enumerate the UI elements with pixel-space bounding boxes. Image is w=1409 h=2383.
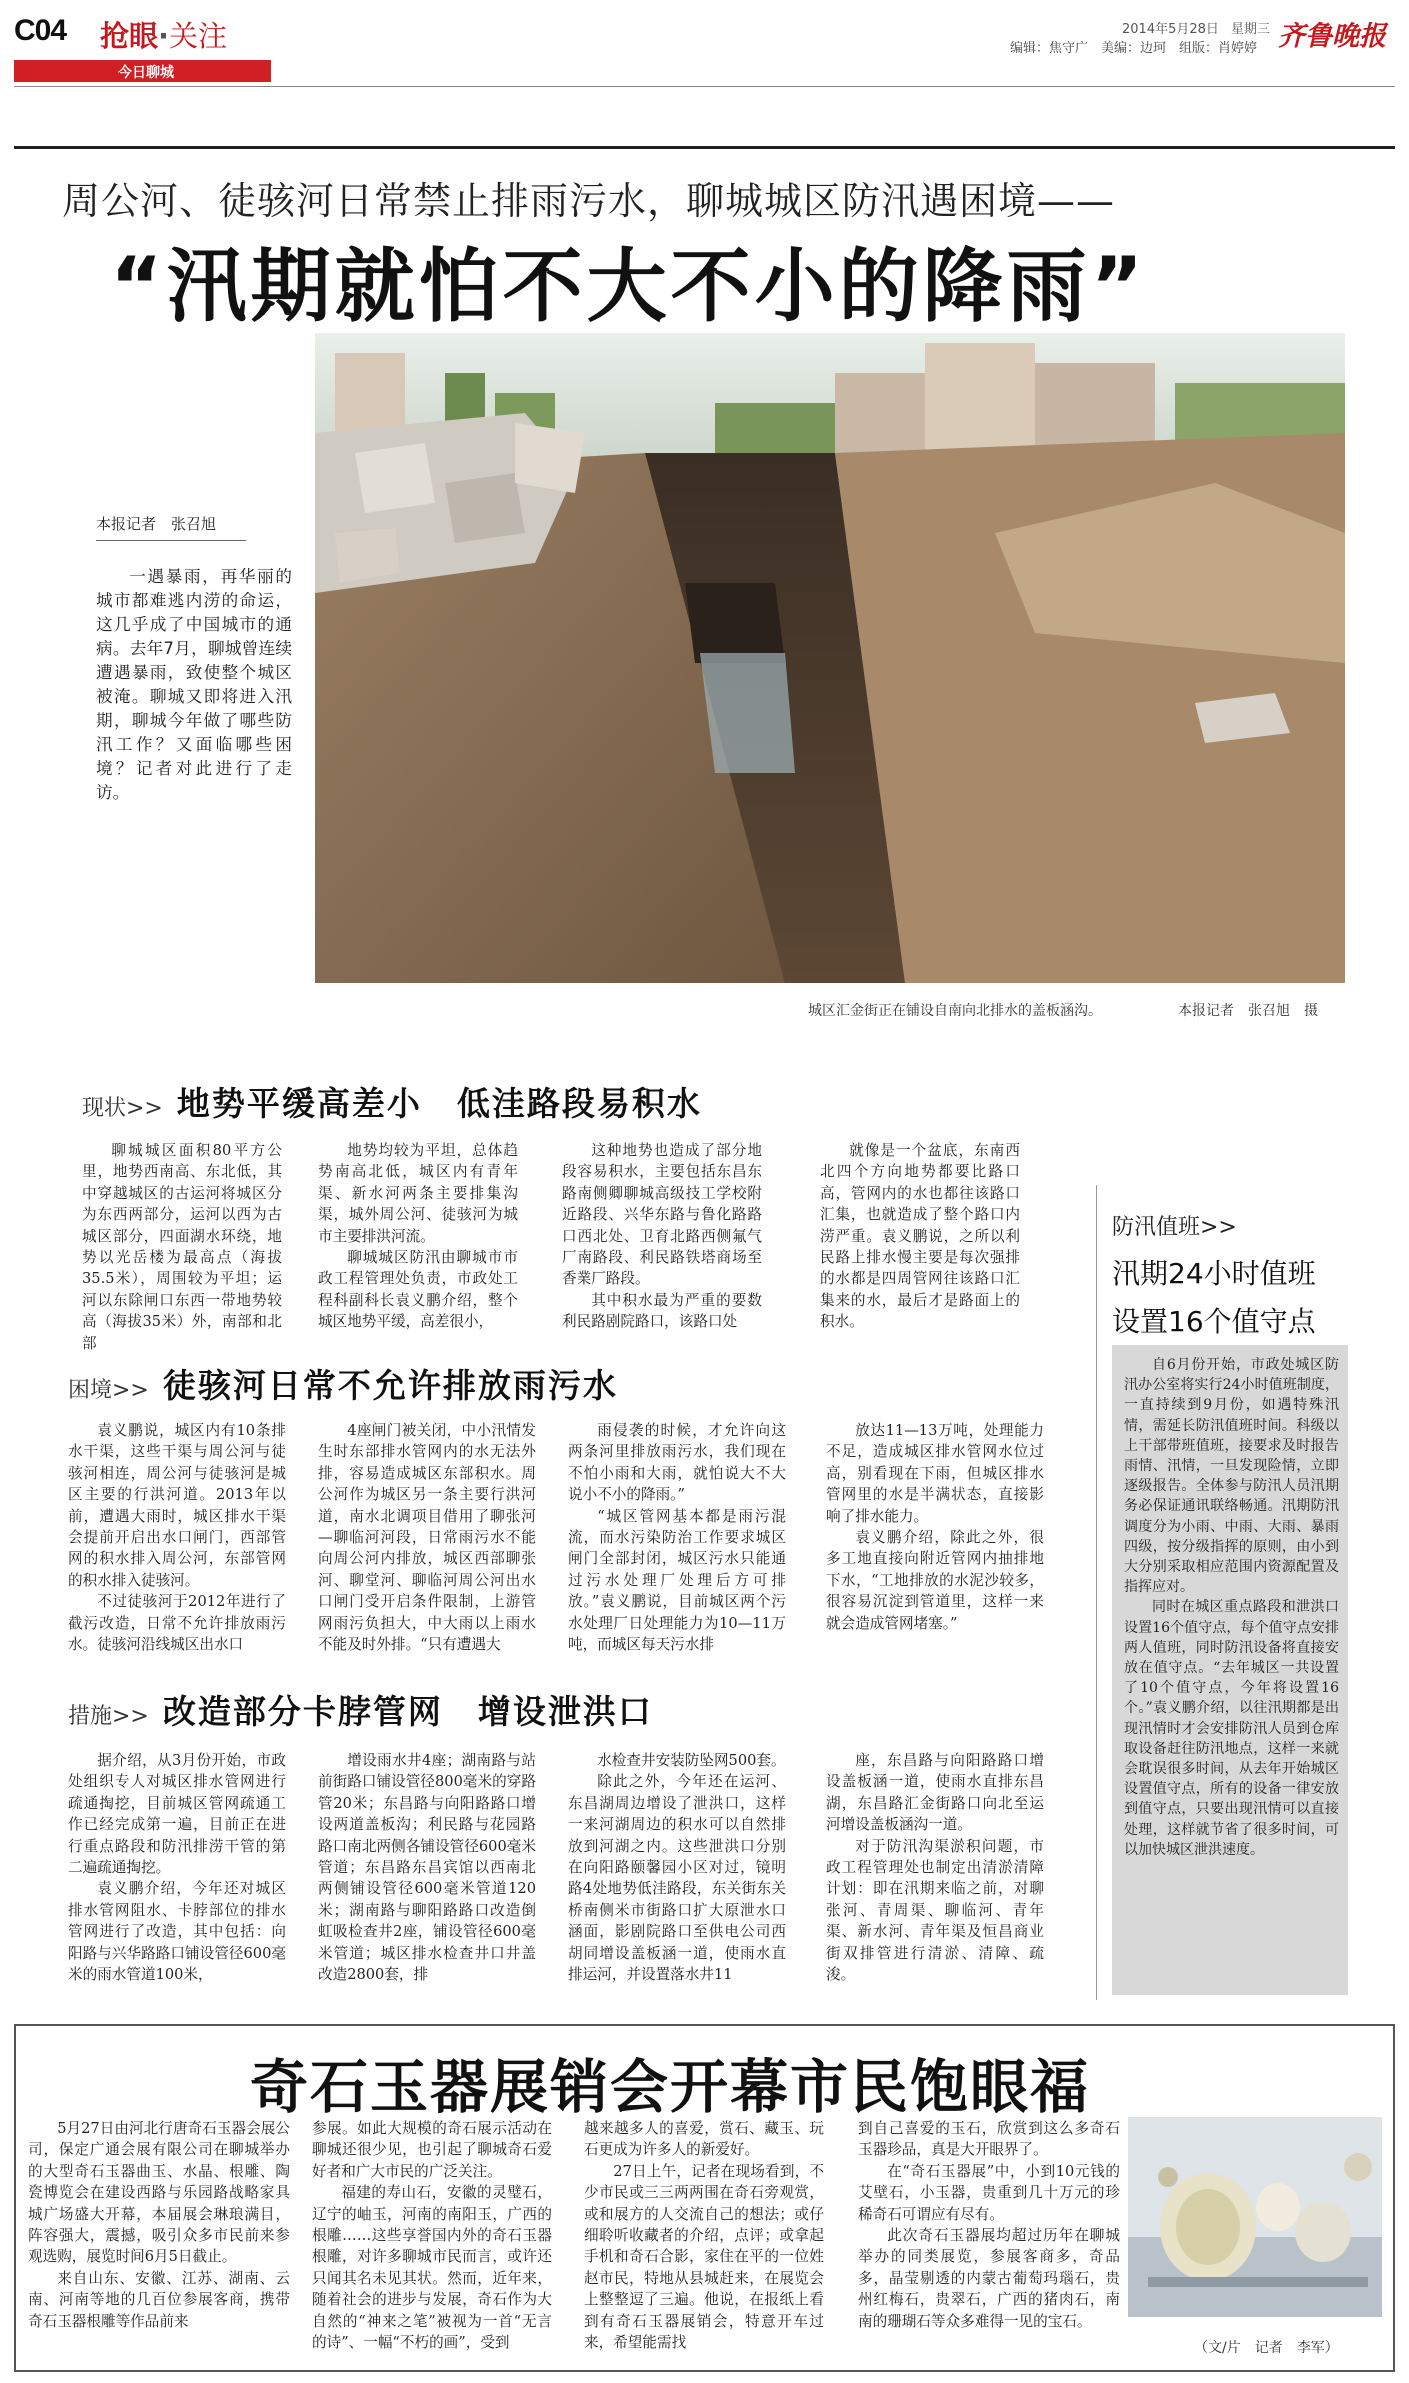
sidebar-title-1: 汛期24小时值班 [1112,1257,1316,1290]
intro-text: 一遇暴雨，再华丽的城市都难逃内涝的命运，这几乎成了中国城市的通病。去年7月，聊城曾连续遭遇暴雨，致使整个城区被淹。聊城又即将进入汛期，聊城今年做了哪些防汛工作？又面临哪些困境？记者对此进行了走访。 [96,567,292,802]
photo-credit: 本报记者 张召旭 摄 [1178,1003,1318,1019]
page-code: C04 [14,14,67,47]
s2-col2: 4座闸门被关闭，中小汛情发生时东部排水管网内的水无法外排，容易造成城区东部积水。周公河作为城区另一条主要行洪河道，南水北调项目借用了聊张河—聊临河河段，日常雨污水不能向周公河内排放，城区西部聊张河、聊堂河、聊临河周公河出水口闸门受开启条件限制，上游管网雨污负担大，中大雨以上雨水不能及时外排。“只有遭遇大 [318,1422,536,1654]
s2-col3: 雨侵袭的时候，才允许向这两条河里排放雨污水，我们现在不怕小雨和大雨，就怕说大不大说小不小的降雨。” “城区管网基本都是雨污混流，而水污染防治工作要求城区闸门全部封闭，城区污水只能通过污水处理厂处理后方可排放。”袁义鹏说，目前城区两个污水处理厂日处理能力为10—11万吨，而城区每天污水排 [568,1422,786,1654]
s3-col3: 水检查井安装防坠网500套。 除此之外，今年还在运河、东昌湖周边增设了泄洪口，这样一来河湖周边的积水可以自然排放到河湖之内。这些泄洪口分别在向阳路颐馨园小区对过，镜明路4处地势低洼路段，东关街东关桥南侧米市街路口扩大原泄水口涵面，影剧院路口至供电公司西胡同增设盖板涵一道，使雨水直排运河，并设置落水井11 [568,1752,786,1984]
section2-head [68,1360,618,1407]
kicker: 周公河、徒骇河日常禁止排雨污水，聊城城区防汛遇困境—— [62,179,1116,223]
stone-col2: 参展。如此大规模的奇石展示活动在聊城还很少见，也引起了聊城奇石爱好者和广大市民的广泛关注。 福建的寿山石，安徽的灵璧石，辽宁的岫玉，河南的南阳玉，广西的根雕……这些享誉国内外的奇石玉器根雕，对许多聊城市民而言，或许还只闻其名未见其状。然而，近年来，随着社会的进步与发展，奇石作为大自然的“神来之笔”被视为一首“无言的诗”、一幅“不朽的画”，受到 [312,2120,552,2352]
header-subtitle: 今日聊城 [118,65,174,81]
stone-photo-svg [1128,2117,1382,2317]
headline: “汛期就怕不大不小的降雨” [110,240,1148,333]
header-date-line [1122,18,1270,37]
sidebar-tag: 防汛值班>> [1112,1215,1237,1240]
section3-head [68,1686,653,1733]
header-rule [14,86,1395,87]
header-date: 2014年5月28日 [1122,22,1219,37]
stone-headline: 奇石玉器展销会开幕市民饱眼福 [250,2053,1091,2121]
section1-head [82,1078,702,1125]
s2-col1: 袁义鹏说，城区内有10条排水干渠，这些干渠与周公河与徒骇河相连，周公河与徒骇河是城区主要的行洪河道。2013年以前，遭遇大雨时，城区排水干渠会提前开启出水口闸门，西部管网的积水排入周公河，东部管网的积水排入徒骇河。 不过徒骇河于2012年进行了截污改造，日常不允许排放雨污水。徒骇河沿线城区出水口 [68,1422,286,1654]
section-sub: 关注 [169,19,228,53]
stone-col1: 5月27日由河北行唐奇石玉器会展公司，保定广通会展有限公司在聊城举办的大型奇石玉器曲玉、水晶、根雕、陶瓷博览会在建设西路与乐园路战略家具城广场盛大开幕，本届展会琳琅满目，阵容强大，震撼，吸引众多市民前来参观选购，展览时间6月5日截止。 来自山东、安徽、江苏、湖南、云南、河南等地的几百位参展客商，携带奇石玉器根雕等作品前来 [28,2120,290,2330]
byline-rule [96,540,246,541]
section3-title: 改造部分卡脖管网 增设泄洪口 [162,1692,653,1731]
section2-title: 徒骇河日常不允许排放雨污水 [162,1366,618,1405]
s1-col1: 聊城城区面积80平方公里，地势西南高、东北低，其中穿越城区的古运河将城区分为东西两部分，运河以西为古城区部分，四面湖水环绕，地势以光岳楼为最高点（海拔35.5米），周围较为平坦；运河以东除闸口东西一带地势较高（海拔35米）外，南部和北部 [82,1142,282,1352]
s1-col3: 这种地势也造成了部分地段容易积水，主要包括东昌东路南侧卿聊城高级技工学校附近路段、兴华东路与鲁化路路口西北处、卫育北路西侧氟气厂南路段、利民路铁塔商场至香業厂路段。 其中积水最为严重的要数利民路剧院路口，该路口处 [562,1142,762,1331]
stone-photo [1128,2117,1382,2317]
stone-credit: （文/片 记者 李军） [1194,2340,1339,2356]
s1-col4: 就像是一个盆底，东南西北四个方向地势都要比路口高，管网内的水也都往该路口汇集，也就造成了整个路口内涝严重。袁义鹏说，之所以利民路上排水慢主要是每次强排的水都是四周管网往该路口汇集来的水，最后才是路面上的积水。 [820,1142,1020,1331]
section1-tag: 现状>> [82,1096,163,1121]
paper-logo: 齐鲁晚报 [1278,21,1386,52]
header-credits: 编辑：焦守广 美编：边珂 组版：肖婷婷 [1010,41,1258,56]
header-weekday: 星期三 [1231,22,1271,37]
photo-caption: 城区汇金街正在铺设自南向北排水的盖板涵沟。 [808,1003,1102,1019]
s3-col1: 据介绍，从3月份开始，市政处组织专人对城区排水管网进行疏通掏挖，目前城区管网疏通工作已经完成第一遍，目前正在进行重点路段和防汛排涝干管的第二遍疏通掏挖。 袁义鹏介绍，今年还对城区排水管网阻水、卡脖部位的排水管网进行了改造，其中包括：向阳路与兴华路路口铺设管径600毫米的雨水管道100米， [68,1752,286,1984]
sidebar-title-2: 设置16个值守点 [1112,1305,1316,1338]
trench-photo [315,333,1345,983]
s2-col4: 放达11—13万吨，处理能力不足，造成城区排水管网水位过高，别看现在下雨，但城区排水管网里的水是半满状态，直接影响了排水能力。 袁义鹏介绍，除此之外，很多工地直接向附近管网内抽排地下水，“工地排放的水泥沙较多，很容易沉淀到管道里，这样一来就会造成管网堵塞。” [826,1422,1044,1632]
section-label [100,14,227,55]
trench-photo-svg [315,333,1345,983]
sidebar-text: 自6月份开始，市政处城区防汛办公室将实行24小时值班制度，一直持续到9月份，如遇特殊汛情，需延长防汛值班时间。科级以上干部带班值班，接要求及时报告雨情、汛情，一旦发现险情，立即逐级报告。全体参与防汛人员汛期务必保证通讯联络畅通。汛期防汛调度分为小雨、中雨、大雨、暴雨四级，按分级指挥的原则，由小到大分别采取相应范围内资源配置及指挥应对。 同时在城区重点路段和泄洪口设置16个值守点，每个值守点安排两人值班，同时防汛设备将直接安放在值守点。“去年城区一共设置了10个值守点，今年将设置16个。”袁义鹏介绍，以往汛期都是出现汛情时才会安排防汛人员到仓库取设备赶往防汛地点，这样一来就会耽误很多时间，从去年开始城区设置值守点，所有的设备一律安放到值守点，只要出现汛情可以直接处理，这样就节省了很多时间，可以加快城区泄洪速度。 [1124,1357,1339,1858]
stone-col4: 到自己喜爱的玉石，欣赏到这么多奇石玉器珍品，真是大开眼界了。 在“奇石玉器展”中，小到10元钱的艾壁石，小玉器，贵重到几十万元的珍稀奇石可谓应有尽有。 此次奇石玉器展均超过历年在聊城举办的同类展览，参展客商多，奇品多，晶莹剔透的内蒙古葡萄玛瑙石，贵州红梅石，贵翠石，广西的猪肉石，南南的珊瑚石等众多难得一见的宝石。 [858,2120,1120,2330]
header-rule-thick [14,146,1395,149]
section-main: 抢眼 [100,19,159,53]
stone-col3: 越来越多人的喜爱，赏石、藏玉、玩石更成为许多人的新爱好。 27日上午，记者在现场看到，不少市民或三三两两围在奇石旁观赏，或和展方的人交流自己的想法；或仔细聆听收藏者的介绍，点评；或拿起手机和奇石合影，家住在平的一位姓赵市民，特地从县城赶来，在展览会上整整逗了三遍。他说，在报纸上看到有奇石玉器展销会，特意开车过来，希望能需找 [584,2120,824,2352]
sidebar-divider [1096,1185,1097,2000]
section-dot: · [158,19,170,53]
s1-col2: 地势均较为平坦，总体趋势南高北低，城区内有青年渠、新水河两条主要排集沟渠，城外周公河、徒骇河为城市主要排洪河流。 聊城城区防汛由聊城市市政工程管理处负责，市政处工程科副科长袁义鹏介绍，整个城区地势平缓，高差很小， [318,1142,518,1331]
section3-tag: 措施>> [68,1704,149,1729]
byline: 本报记者 张召旭 [96,515,217,533]
section2-tag: 困境>> [68,1378,149,1403]
s3-col4: 座，东昌路与向阳路路口增设盖板涵一道，使雨水直排东昌湖，东昌路汇金街路口向北至运河增设盖板涵沟一道。 对于防汛沟渠淤积问题，市政工程管理处也制定出清淤清障计划：即在汛期来临之前，对聊张河、青周渠、聊临河、青年渠、新水河、青年渠及恒昌商业街双排管进行清淤、清障、疏浚。 [826,1752,1044,1984]
s3-col2: 增设雨水井4座；湖南路与站前街路口铺设管径800毫米的穿路管20米；东昌路与向阳路路口增设两道盖板沟；利民路与花园路路口南北两侧各铺设管径600毫米管道；东昌路东昌宾馆以西南北两侧铺设管径600毫米管道120米；湖南路与聊阳路路口改造倒虹吸检查井2座，铺设管径600毫米管道；城区排水检查井口井盖改造2800套，排 [318,1752,536,1984]
section1-title: 地势平缓高差小 低洼路段易积水 [176,1084,702,1123]
